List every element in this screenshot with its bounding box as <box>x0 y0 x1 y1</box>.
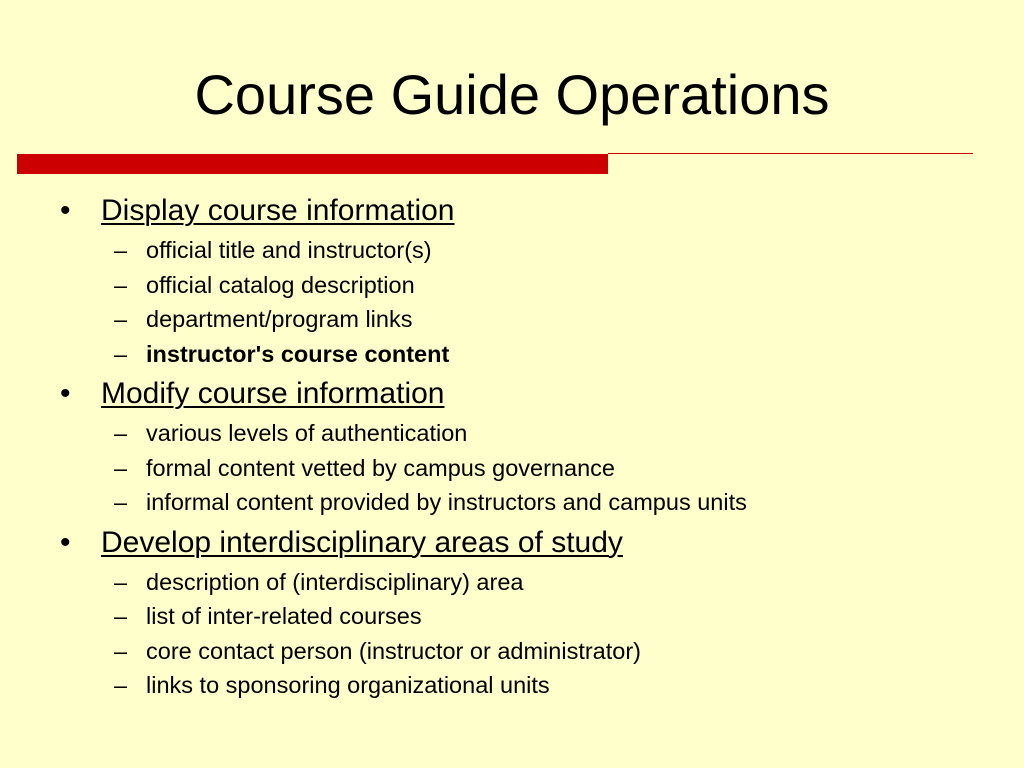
sub-bullet-label: formal content vetted by campus governance <box>146 454 615 481</box>
sub-bullet <box>0 668 1024 703</box>
dash-icon: – <box>114 306 128 332</box>
sub-bullet-label: informal content provided by instructors and campus units <box>146 489 747 515</box>
sub-bullet <box>0 634 1024 669</box>
sub-bullet-label: official title and instructor(s) <box>146 237 432 263</box>
sub-bullet <box>0 268 1024 303</box>
bullet-heading-label: Develop interdisciplinary areas of study <box>101 525 623 559</box>
sub-bullet <box>0 302 1024 337</box>
slide-title: Course Guide Operations <box>194 63 830 126</box>
sub-bullet <box>0 565 1024 600</box>
sub-bullet <box>0 451 1024 486</box>
bullet-heading <box>0 371 1024 416</box>
sub-bullet-label: list of inter-related courses <box>146 603 422 629</box>
bullet-heading <box>0 520 1024 565</box>
title-rule-thick <box>17 154 608 174</box>
sub-bullet <box>0 233 1024 268</box>
dash-icon: – <box>114 271 128 298</box>
sub-bullet-label: core contact person (instructor or administrator) <box>146 637 641 664</box>
bullet-group-modify <box>0 371 1024 520</box>
title-rule-thin <box>608 153 973 154</box>
sub-bullet <box>0 599 1024 634</box>
dash-icon: – <box>114 603 128 629</box>
dash-icon: – <box>114 489 128 515</box>
sub-bullet-label: links to sponsoring organizational units <box>146 672 550 698</box>
bullet-heading <box>0 188 1024 233</box>
sub-bullet <box>0 485 1024 520</box>
dash-icon: – <box>114 420 128 446</box>
sub-bullet-label: department/program links <box>146 306 413 332</box>
dash-icon: – <box>114 340 128 367</box>
sub-bullet-label: description of (interdisciplinary) area <box>146 568 524 595</box>
dash-icon: – <box>114 237 128 263</box>
sub-bullet <box>0 416 1024 451</box>
bullet-list <box>0 188 1024 703</box>
bullet-group-develop <box>0 520 1024 703</box>
sub-bullet-label: instructor's course content <box>146 340 450 367</box>
bullet-group-display <box>0 188 1024 371</box>
sub-bullet-emphasized <box>0 337 1024 372</box>
bullet-heading-label: Display course information <box>101 194 455 227</box>
dash-icon: – <box>114 568 128 595</box>
sub-bullet-label: official catalog description <box>146 271 415 298</box>
bullet-heading-label: Modify course information <box>101 377 445 410</box>
sub-bullet-label: various levels of authentication <box>146 420 468 446</box>
bullet-dot-icon: • <box>60 377 71 410</box>
bullet-dot-icon: • <box>60 525 71 559</box>
dash-icon: – <box>114 637 128 664</box>
bullet-dot-icon: • <box>60 194 71 227</box>
dash-icon: – <box>114 454 128 481</box>
dash-icon: – <box>114 672 128 698</box>
